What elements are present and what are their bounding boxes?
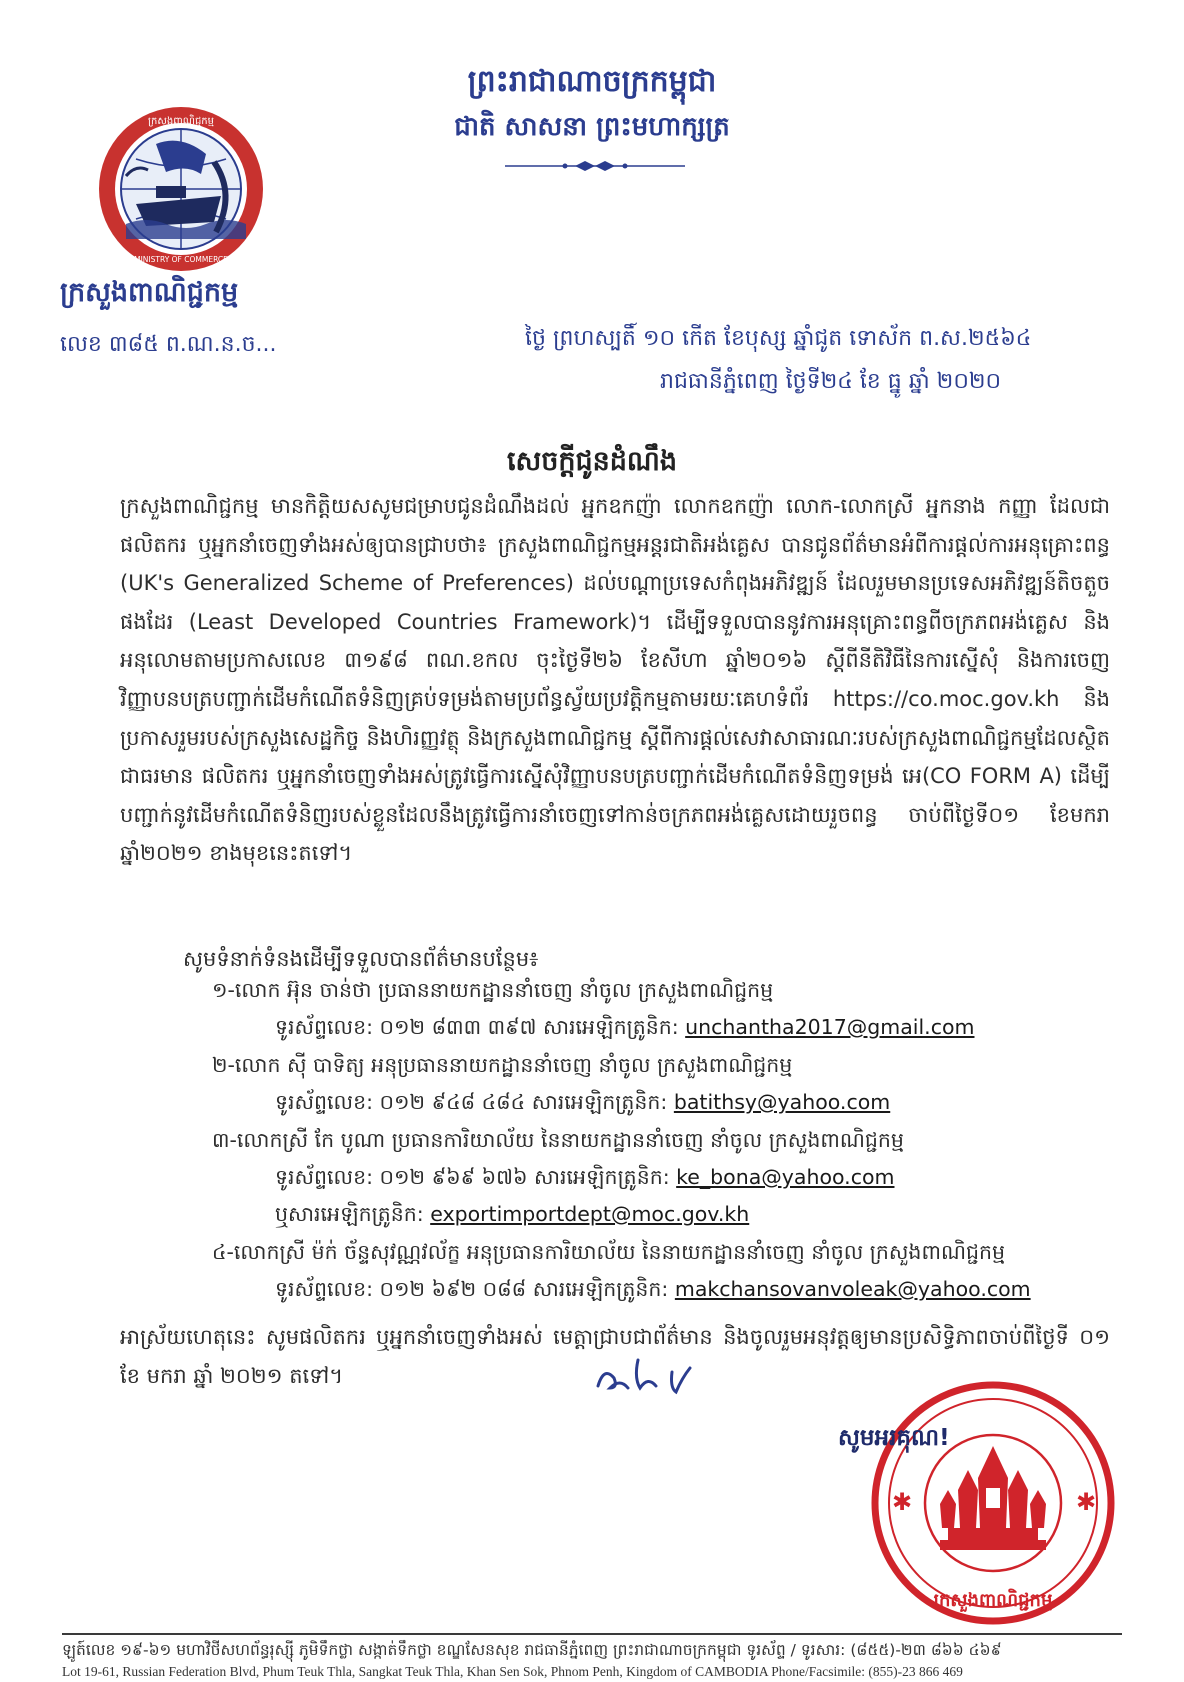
logo-bottom-text: MINISTRY OF COMMERCE <box>134 255 228 264</box>
contact-1-phone: ទូរស័ព្ទលេខ: ០១២ ៨៣៣ ៣៩៧ សារអេឡិកត្រូនិក: <box>275 1015 679 1039</box>
ministry-name: ក្រសួងពាណិជ្ជកម្ម <box>60 277 239 308</box>
contact-3-alt-email[interactable]: exportimportdept@moc.gov.kh <box>430 1202 750 1226</box>
closing-paragraph: អាស្រ័យហេតុនេះ សូមផលិតករ ឬអ្នកនាំចេញទាំងអស់ មេត្តាជ្រាបជាព័ត៌មាន និងចូលរួមអនុវត្តឲ្យមានប្រសិទ្ធិភាពចាប់ពីថ្ងៃទី ០១ ខែ មករា ឆ្នាំ ២០២១ តទៅ។ <box>120 1325 1110 1388</box>
seal-text: ក្រសួងពាណិជ្ជកម្ម <box>933 1590 1053 1611</box>
footer-address-khmer: ឡូត៍លេខ ១៩-៦១ មហាវិថីសហព័ន្ធរុស្ស៊ី ភូមិទឹកថ្លា សង្កាត់ទឹកថ្លា ខណ្ឌសែនសុខ រាជធានីភ្នំពេញ ព្រះរាជាណាចក្រកម្ពុជា ទូរស័ព្ទ / ទូរសារ: (៨៥៥)-២៣ ៨៦៦ ៤៦៩ <box>62 1641 1002 1659</box>
contact-4-name: ៤-លោកស្រី ម៉ក់ ច័ន្ទសុវណ្ណវល័ក្ខ អនុប្រធានការិយាល័យ នៃនាយកដ្ឋាននាំចេញ នាំចូល ក្រសួងពាណិជ្ជកម្ម <box>212 1240 1006 1264</box>
contact-4-email[interactable]: makchansovanvoleak@yahoo.com <box>674 1277 1031 1301</box>
contact-4-details <box>275 1277 1031 1307</box>
closing-salutation: សូមអរគុណ! <box>838 1425 950 1451</box>
svg-text:✱: ✱ <box>892 1488 913 1516</box>
national-motto: ជាតិ សាសនា ព្រះមហាក្សត្រ <box>454 112 730 142</box>
contact-1-name: ១-លោក អ៊ុន ចាន់ថា ប្រធាននាយកដ្ឋាននាំចេញ នាំចូល ក្រសួងពាណិជ្ជកម្ម <box>212 978 774 1002</box>
contact-2-details <box>275 1090 890 1120</box>
contact-3-alt <box>275 1202 749 1232</box>
notice-title: សេចក្តីជូនដំណឹង <box>506 446 678 477</box>
contact-4-phone: ទូរស័ព្ទលេខ: ០១២ ៦៩២ ០៨៨ សារអេឡិកត្រូនិក: <box>275 1277 669 1301</box>
footer-divider <box>62 1633 1122 1635</box>
solar-date: រាជធានីភ្នំពេញ ថ្ងៃទី២៤ ខែ ធ្នូ ឆ្នាំ ២០២០ <box>660 369 1002 394</box>
contact-3-details <box>275 1165 894 1195</box>
kingdom-heading: ព្រះរាជាណាចក្រកម្ពុជា <box>467 64 717 99</box>
handwritten-initials <box>590 1348 710 1398</box>
contact-1-details <box>275 1015 974 1045</box>
logo-top-text: ក្រសួងពាណិជ្ជកម្ម <box>148 116 214 127</box>
official-seal-icon <box>868 1378 1118 1628</box>
reference-number: លេខ ៣៨៥ ព.ណ.ន.ច... <box>60 332 277 357</box>
contact-3-name: ៣-លោកស្រី កែ បូណា ប្រធានការិយាល័យ នៃនាយកដ្ឋាននាំចេញ នាំចូល ក្រសួងពាណិជ្ជកម្ម <box>212 1128 904 1152</box>
notice-body: ក្រសួងពាណិជ្ជកម្ម មានកិត្តិយសសូមជម្រាបជូនដំណឹងដល់ អ្នកឧកញ៉ា លោកឧកញ៉ា លោក-លោកស្រី អ្នកនាង កញ្ញា ដែលជាផលិតករ ឬអ្នកនាំចេញទាំងអស់ឲ្យបានជ្រាបថា៖ ក្រសួងពាណិជ្ជកម្មអន្តរជាតិអង់គ្លេស បានជូនព័ត៌មានអំពីការផ្តល់ការអនុគ្រោះពន្ធ (UK's Generalized Scheme of Preferences) ដល់បណ្តាប្រទេសកំពុងអភិវឌ្ឍន៍ ដែលរួមមានប្រទេសអភិវឌ្ឍន៍តិចតួចផងដែរ (Least Developed Countries Framework)។ ដើម្បីទទួលបាននូវការអនុគ្រោះពន្ធពីចក្រភពអង់គ្លេស និងអនុលោមតាមប្រកាសលេខ ៣១៩៨ ពណ.ខកល ចុះថ្ងៃទី២៦ ខែសីហា ឆ្នាំ២០១៦ ស្តីពីនីតិវិធីនៃការស្នើសុំ និងការចេញវិញ្ញាបនបត្របញ្ជាក់ដើមកំណើតទំនិញគ្រប់ទម្រង់តាមប្រព័ន្ធស្វ័យប្រវត្តិកម្មតាមរយៈគេហទំព័រ https://co.moc.gov.kh និងប្រកាសរួមរបស់ក្រសួងសេដ្ឋកិច្ច និងហិរញ្ញវត្ថុ និងក្រសួងពាណិជ្ជកម្ម ស្តីពីការផ្តល់សេវាសាធារណៈរបស់ក្រសួងពាណិជ្ជកម្មដែលស្ថិតជាធរមាន ផលិតករ ឬអ្នកនាំចេញទាំងអស់ត្រូវធ្វើការស្នើសុំវិញ្ញាបនបត្របញ្ជាក់ដើមកំណើតទំនិញទម្រង់ អេ(CO FORM A) ដើម្បីបញ្ជាក់នូវដើមកំណើតទំនិញរបស់ខ្លួនដែលនឹងត្រូវធ្វើការនាំចេញទៅកាន់ចក្រភពអង់គ្លេសដោយរួចពន្ធ ចាប់ពីថ្ងៃទី០១ ខែមករា ឆ្នាំ២០២១ ខាងមុខនេះតទៅ។ <box>120 494 1111 866</box>
contact-1-email[interactable]: unchantha2017@gmail.com <box>685 1015 975 1039</box>
contact-3-alt-label: ឬសារអេឡិកត្រូនិក: <box>275 1202 424 1226</box>
contact-3-email[interactable]: ke_bona@yahoo.com <box>676 1165 895 1189</box>
contact-intro: សូមទំនាក់ទំនងដើម្បីទទួលបានព័ត៌មានបន្ថែម៖ <box>183 947 539 971</box>
ornament-divider <box>505 158 685 174</box>
contact-2-phone: ទូរស័ព្ទលេខ: ០១២ ៩៤៨ ៤៨៤ សារអេឡិកត្រូនិក: <box>275 1090 668 1114</box>
svg-text:✱: ✱ <box>1076 1488 1097 1516</box>
contact-3-phone: ទូរស័ព្ទលេខ: ០១២ ៩៦៩ ៦៧៦ សារអេឡិកត្រូនិក: <box>275 1165 670 1189</box>
contact-2-name: ២-លោក ស៊ី បាទិត្យ អនុប្រធាននាយកដ្ឋាននាំចេញ នាំចូល ក្រសួងពាណិជ្ជកម្ម <box>212 1053 793 1077</box>
footer-address-english: Lot 19-61, Russian Federation Blvd, Phum Teuk Thla, Sangkat Teuk Thla, Khan Sen Sok, Phnom Penh, Kingdom of CAMBODIA Phone/Facsimile: (855)-23 866 469 <box>62 1664 963 1679</box>
contact-2-email[interactable]: batithsy@yahoo.com <box>673 1090 891 1114</box>
lunar-date: ថ្ងៃ ព្រហស្បតិ៍ ១០ កើត ខែបុស្ស ឆ្នាំជូត ទោស័ក ព.ស.២៥៦៤ <box>525 326 1032 351</box>
ministry-logo-icon <box>96 104 266 274</box>
